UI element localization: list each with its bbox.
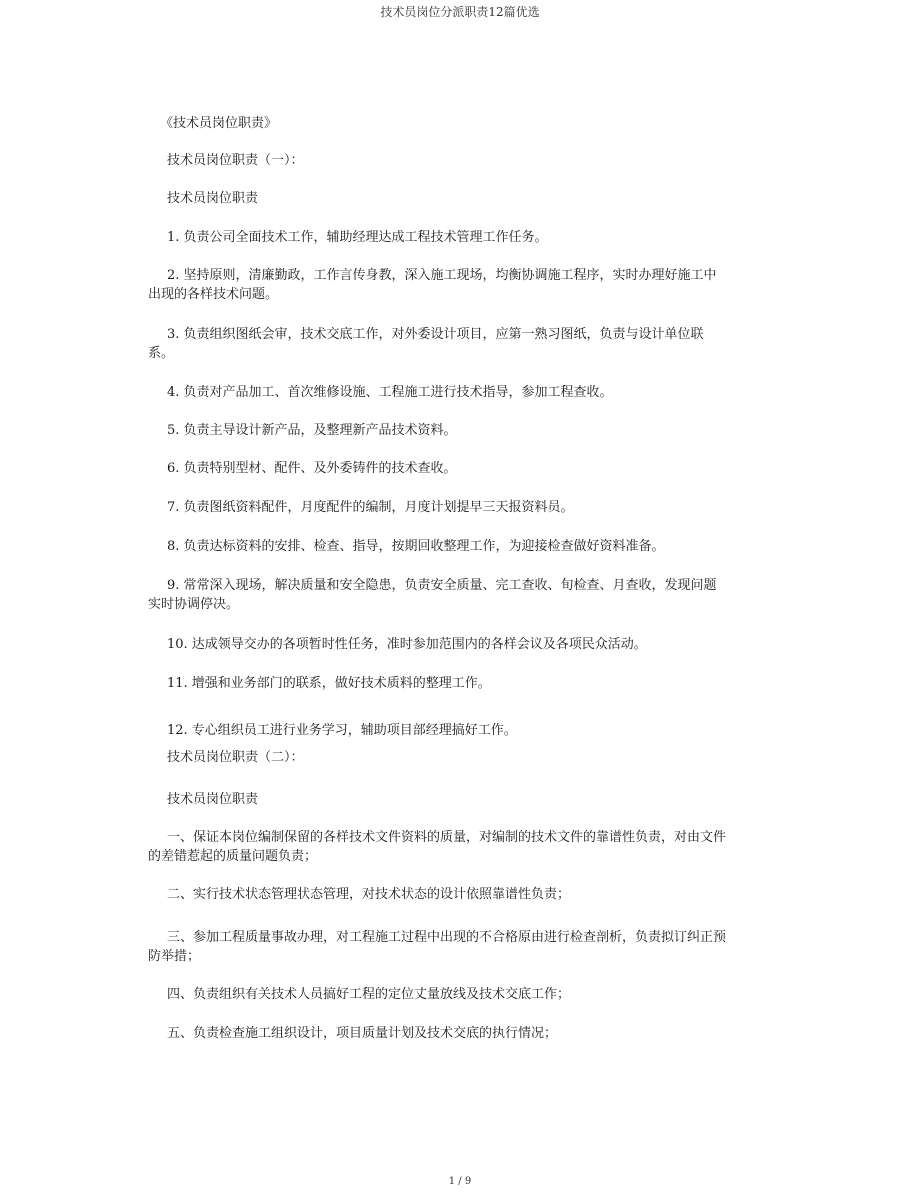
section1-item: 8. 负责达标资料的安排、检查、指导，按期回收整理工作，为迎接检查做好资料准备。 bbox=[167, 539, 665, 554]
document-title: 《技术员岗位职责》 bbox=[160, 116, 278, 131]
section2-item: 五、负责检查施工组织设计，项目质量计划及技术交底的执行情况； bbox=[167, 1026, 558, 1041]
section2-item: 四、负责组织有关技术人员搞好工程的定位丈量放线及技术交底工作； bbox=[167, 987, 571, 1002]
page-number: 1 / 9 bbox=[448, 1176, 472, 1187]
section1-subheading: 技术员岗位职责 bbox=[167, 191, 259, 206]
section1-item: 6. 负责特别型材、配件、及外委铸件的技术查收。 bbox=[167, 461, 457, 476]
section1-item: 2. 坚持原则，清廉勤政，工作言传身教，深入施工现场，均衡协调施工程序，实时办理好施工中出现的各样技术问题。 bbox=[148, 268, 717, 302]
section1-item: 4. 负责对产品加工、首次维修设施、工程施工进行技术指导，参加工程查收。 bbox=[167, 385, 613, 400]
section1-item: 11. 增强和业务部门的联系，做好技术质料的整理工作。 bbox=[167, 676, 491, 691]
section2-item: 二、实行技术状态管理状态管理，对技术状态的设计依照靠谱性负责； bbox=[167, 887, 571, 902]
page-header: 技术员岗位分派职责12篇优选 bbox=[380, 5, 540, 19]
section1-item: 9. 常常深入现场，解决质量和安全隐患，负责安全质量、完工查收、旬检查、月查收，发现问题实时协调停决。 bbox=[148, 578, 717, 612]
section1-item: 3. 负责组织图纸会审，技术交底工作，对外委设计项目，应第一熟习图纸，负责与设计单位联系。 bbox=[148, 327, 704, 361]
section2-item: 一、保证本岗位编制保留的各样技术文件资料的质量，对编制的技术文件的靠谱性负责，对由文件的差错惹起的质量问题负责； bbox=[148, 830, 727, 864]
section1-item: 7. 负责图纸资料配件，月度配件的编制，月度计划提早三天报资料员。 bbox=[167, 500, 574, 515]
section1-item: 12. 专心组织员工进行业务学习，辅助项目部经理搞好工作。 bbox=[167, 723, 517, 738]
section1-heading: 技术员岗位职责（一）： bbox=[167, 153, 304, 168]
section1-item: 5. 负责主导设计新产品，及整理新产品技术资料。 bbox=[167, 423, 457, 438]
section2-subheading: 技术员岗位职责 bbox=[167, 792, 259, 807]
section1-item: 1. 负责公司全面技术工作，辅助经理达成工程技术管理工作任务。 bbox=[167, 230, 548, 245]
section1-item: 10. 达成领导交办的各项暂时性任务，准时参加范围内的各样会议及各项民众活动。 bbox=[167, 637, 647, 652]
section2-item: 三、参加工程质量事故办理，对工程施工过程中出现的不合格原由进行检查剖析，负责拟订纠正预防举措； bbox=[148, 930, 727, 964]
section2-heading: 技术员岗位职责（二）： bbox=[167, 750, 304, 765]
